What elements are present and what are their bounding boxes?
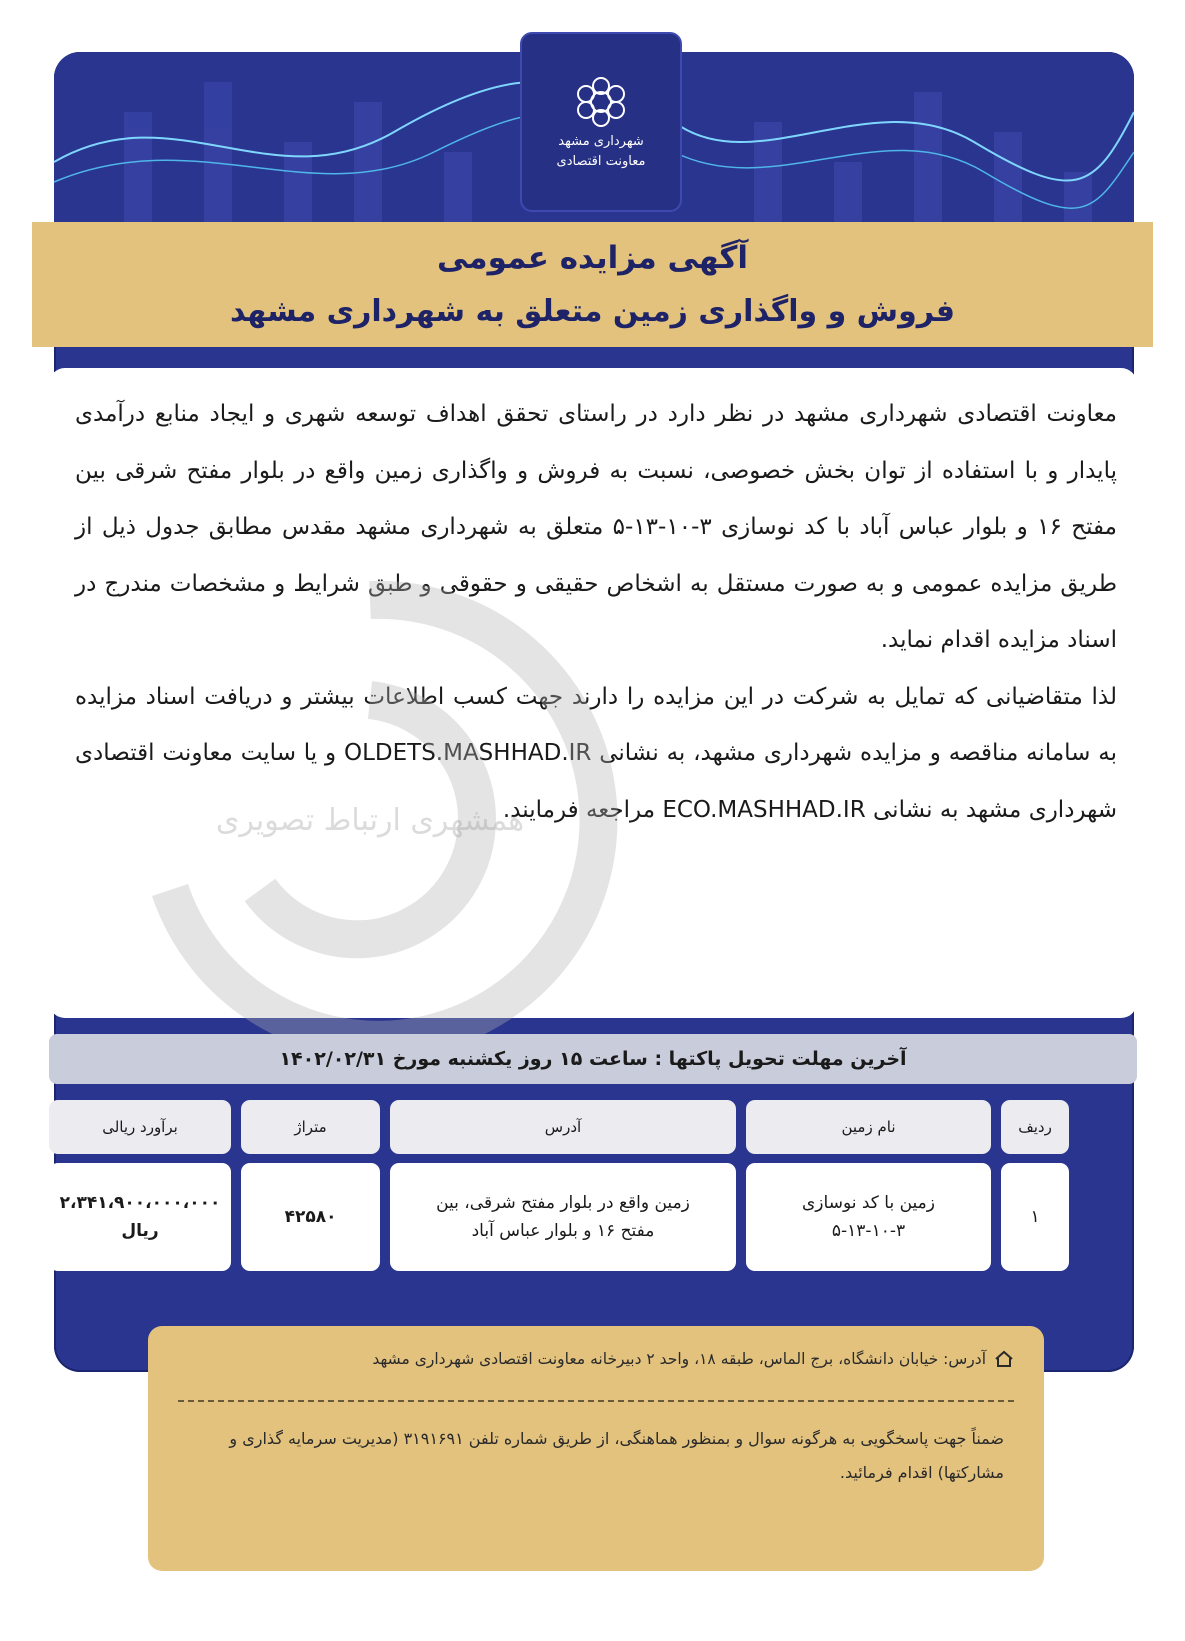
table-header-name: نام زمین — [746, 1100, 991, 1154]
footer-address-line — [178, 1350, 1014, 1368]
footer-divider — [178, 1400, 1014, 1402]
table-cell-area: ۴۲۵۸۰ — [241, 1163, 380, 1271]
footer-box — [148, 1326, 1044, 1571]
logo-emblem-icon — [566, 72, 636, 132]
logo-line1: شهرداری مشهد — [558, 134, 644, 149]
table-cell-estimate: ۲،۳۴۱،۹۰۰،۰۰۰،۰۰۰ ریال — [49, 1163, 231, 1271]
table-cell-address: زمین واقع در بلوار مفتح شرقی، بین مفتح ۱۶ و بلوار عباس آباد — [390, 1163, 736, 1271]
footer-address: آدرس: خیابان دانشگاه، برج الماس، طبقه ۱۸، واحد ۲ دبیرخانه معاونت اقتصادی شهرداری مشهد — [372, 1350, 986, 1368]
page-title: آگهی مزایده عمومی — [437, 240, 748, 276]
body-paragraph-1: معاونت اقتصادی شهرداری مشهد در نظر دارد در راستای تحقق اهداف توسعه شهری و ایجاد منابع درآمدی پایدار و با استفاده از توان بخش خصوصی، نسبت به فروش و واگذاری زمین واقع در بلوار مفتح شرقی بین مفتح ۱۶ و بلوار عباس آباد با کد نوسازی ۳-۱۰-۱۳-۵ متعلق به شهرداری مشهد مقدس مطابق جدول ذیل از طریق مزایده عمومی و به صورت مستقل به اشخاص حقیقی و حقوقی و طبق شرایط و مشخصات مندرج در اسناد مزایده اقدام نماید. — [75, 401, 1117, 653]
footer-note: ضمناً جهت پاسخگویی به هرگونه سوال و بمنظور هماهنگی، از طریق شماره تلفن ۳۱۹۱۶۹۱ (مدیریت سرمایه گذاری و مشارکتها) اقدام فرمائید. — [229, 1429, 1004, 1482]
table-header-row: ردیف — [1001, 1100, 1069, 1154]
table-cell-name: زمین با کد نوسازی ۳-۱۰-۱۳-۵ — [746, 1163, 991, 1271]
table-header-area: متراژ — [241, 1100, 380, 1154]
table-cell-row: ۱ — [1001, 1163, 1069, 1271]
body-box — [49, 368, 1137, 1018]
title-band — [32, 222, 1153, 347]
logo-line2: معاونت اقتصادی — [556, 154, 646, 169]
body-text — [75, 386, 1117, 838]
body-paragraph-2: لذا متقاضیانی که تمایل به شرکت در این مزایده را دارند جهت کسب اطلاعات بیشتر و دریافت اسناد مزایده به سامانه مناقصه و مزایده شهرداری مشهد، به نشانی OLDETS.MASHHAD.IR و یا سایت معاونت اقتصادی شهرداری مشهد به نشانی ECO.MASHHAD.IR مراجعه فرمایند. — [75, 683, 1117, 823]
deadline-bar: آخرین مهلت تحویل پاکتها : ساعت ۱۵ روز یکشنبه مورخ ۱۴۰۲/۰۲/۳۱ — [49, 1034, 1137, 1084]
logo — [520, 32, 682, 212]
table-header-estimate: برآورد ریالی — [49, 1100, 231, 1154]
table-header-address: آدرس — [390, 1100, 736, 1154]
page-subtitle: فروش و واگذاری زمین متعلق به شهرداری مشهد — [229, 294, 956, 329]
watermark-text: همشهری ارتباط تصویری — [215, 803, 525, 838]
home-icon — [994, 1350, 1014, 1368]
